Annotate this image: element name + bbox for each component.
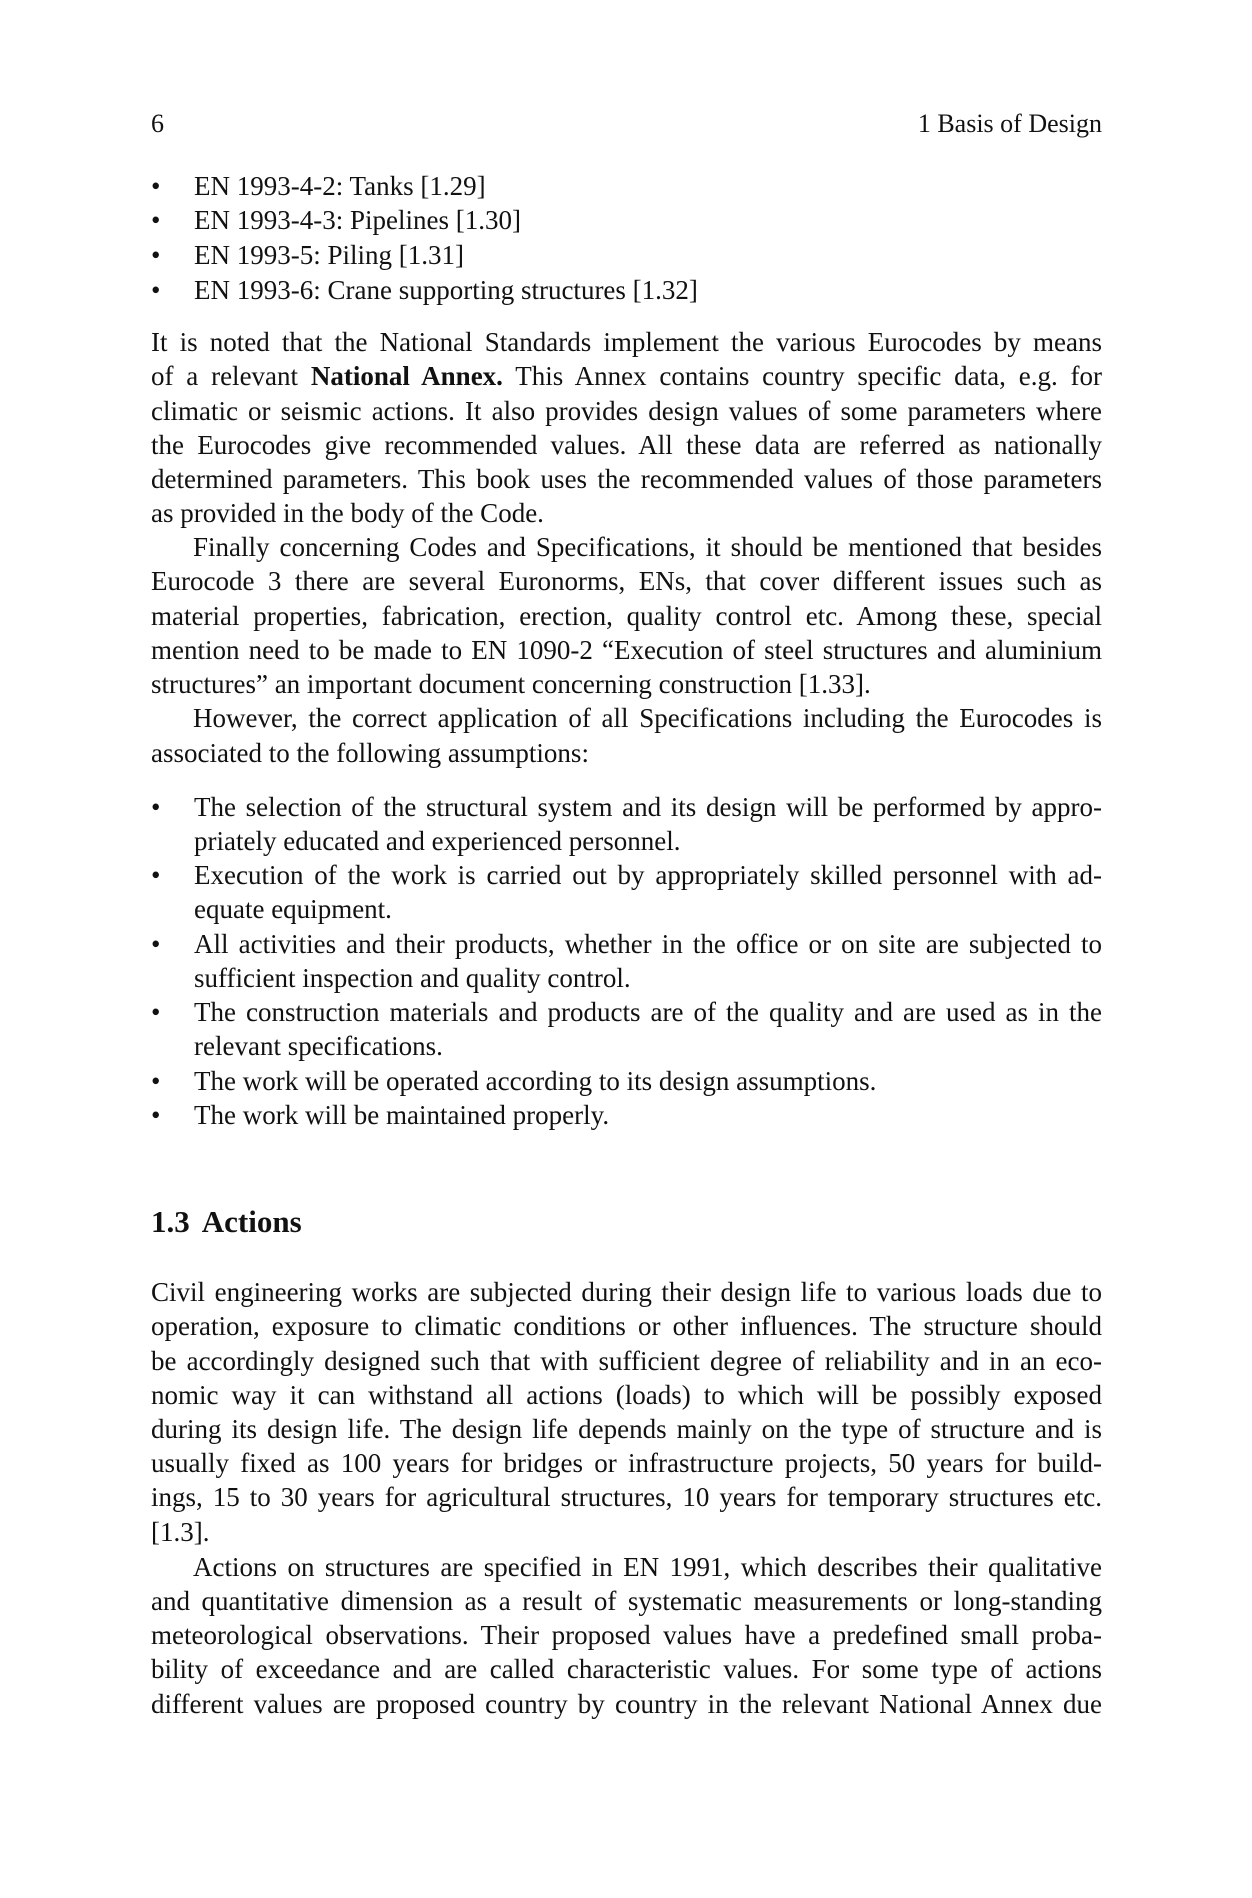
text-line: However, the correct application of all Specifications including the Eurocodes is (193, 703, 1102, 733)
text-line: as provided in the body of the Code. (151, 498, 544, 528)
list-item: EN 1993-4-2: Tanks [1.29] (194, 171, 486, 201)
list-item-line: relevant specifications. (194, 1031, 443, 1061)
list-item-line: The selection of the structural system and its design will be performed by appro- (194, 792, 1102, 822)
page-number: 6 (151, 109, 164, 138)
text-line: mention need to be made to EN 1090-2 “Execution of steel structures and aluminium (151, 635, 1102, 665)
section-title: Actions (201, 1204, 302, 1239)
list-item-line: priately educated and experienced personnel. (194, 826, 681, 856)
text-line: material properties, fabrication, erection, quality control etc. Among these, special (151, 601, 1102, 631)
bullet-icon: • (151, 205, 161, 235)
bullet-icon: • (151, 929, 161, 959)
bullet-icon: • (151, 171, 161, 201)
bullet-icon: • (151, 1100, 161, 1130)
section-heading (151, 1202, 302, 1242)
bullet-icon: • (151, 860, 161, 890)
text-line: Civil engineering works are subjected during their design life to various loads due to (151, 1277, 1102, 1307)
text-line (151, 359, 1102, 393)
list-item-line: equate equipment. (194, 894, 392, 924)
text-line: Eurocode 3 there are several Euronorms, ENs, that cover different issues such as (151, 566, 1102, 596)
text-line: be accordingly designed such that with sufficient degree of reliability and in an eco- (151, 1346, 1102, 1376)
list-item-line: The work will be operated according to its design assumptions. (194, 1066, 877, 1096)
text-line: determined parameters. This book uses the recommended values of those parameters (151, 464, 1102, 494)
list-item-line: The construction materials and products are of the quality and are used as in the (194, 997, 1102, 1027)
text-line: operation, exposure to climatic conditions or other influences. The structure should (151, 1311, 1102, 1341)
text-line: during its design life. The design life depends mainly on the type of structure and is (151, 1414, 1102, 1444)
text-line: the Eurocodes give recommended values. All these data are referred as nationally (151, 430, 1102, 460)
list-item: EN 1993-5: Piling [1.31] (194, 240, 464, 270)
list-item: EN 1993-6: Crane supporting structures [1.32] (194, 275, 698, 305)
text-span: This Annex contains country specific data, e.g. for (502, 361, 1102, 391)
text-line: [1.3]. (151, 1517, 210, 1547)
bullet-icon: • (151, 240, 161, 270)
list-item-line: sufficient inspection and quality control. (194, 963, 631, 993)
text-line: climatic or seismic actions. It also provides design values of some parameters where (151, 396, 1102, 426)
list-item: EN 1993-4-3: Pipelines [1.30] (194, 205, 521, 235)
text-span: of a relevant (151, 361, 311, 391)
list-item-line: Execution of the work is carried out by appropriately skilled personnel with ad- (194, 860, 1102, 890)
bullet-icon: • (151, 275, 161, 305)
text-line: different values are proposed country by country in the relevant National Annex due (151, 1689, 1102, 1719)
text-line: structures” an important document concerning construction [1.33]. (151, 669, 871, 699)
bullet-icon: • (151, 792, 161, 822)
national-annex-term: National Annex. (310, 361, 503, 391)
running-title: 1 Basis of Design (917, 109, 1102, 138)
text-line: nomic way it can withstand all actions (loads) to which will be possibly exposed (151, 1380, 1102, 1410)
text-line: meteorological observations. Their proposed values have a predefined small proba- (151, 1620, 1102, 1650)
text-line: and quantitative dimension as a result of systematic measurements or long-standing (151, 1586, 1102, 1616)
text-line: ings, 15 to 30 years for agricultural structures, 10 years for temporary structures etc. (151, 1482, 1102, 1512)
section-number: 1.3 (151, 1204, 190, 1239)
text-line: It is noted that the National Standards implement the various Eurocodes by means (151, 327, 1102, 357)
list-item-line: The work will be maintained properly. (194, 1100, 610, 1130)
text-line: Actions on structures are specified in EN 1991, which describes their qualitative (193, 1552, 1102, 1582)
bullet-icon: • (151, 997, 161, 1027)
text-line: bility of exceedance and are called characteristic values. For some type of actions (151, 1654, 1102, 1684)
bullet-icon: • (151, 1066, 161, 1096)
text-line: Finally concerning Codes and Specifications, it should be mentioned that besides (193, 532, 1102, 562)
text-line: associated to the following assumptions: (151, 738, 589, 768)
list-item-line: All activities and their products, whether in the office or on site are subjected to (194, 929, 1102, 959)
text-line: usually fixed as 100 years for bridges or infrastructure projects, 50 years for build- (151, 1448, 1102, 1478)
